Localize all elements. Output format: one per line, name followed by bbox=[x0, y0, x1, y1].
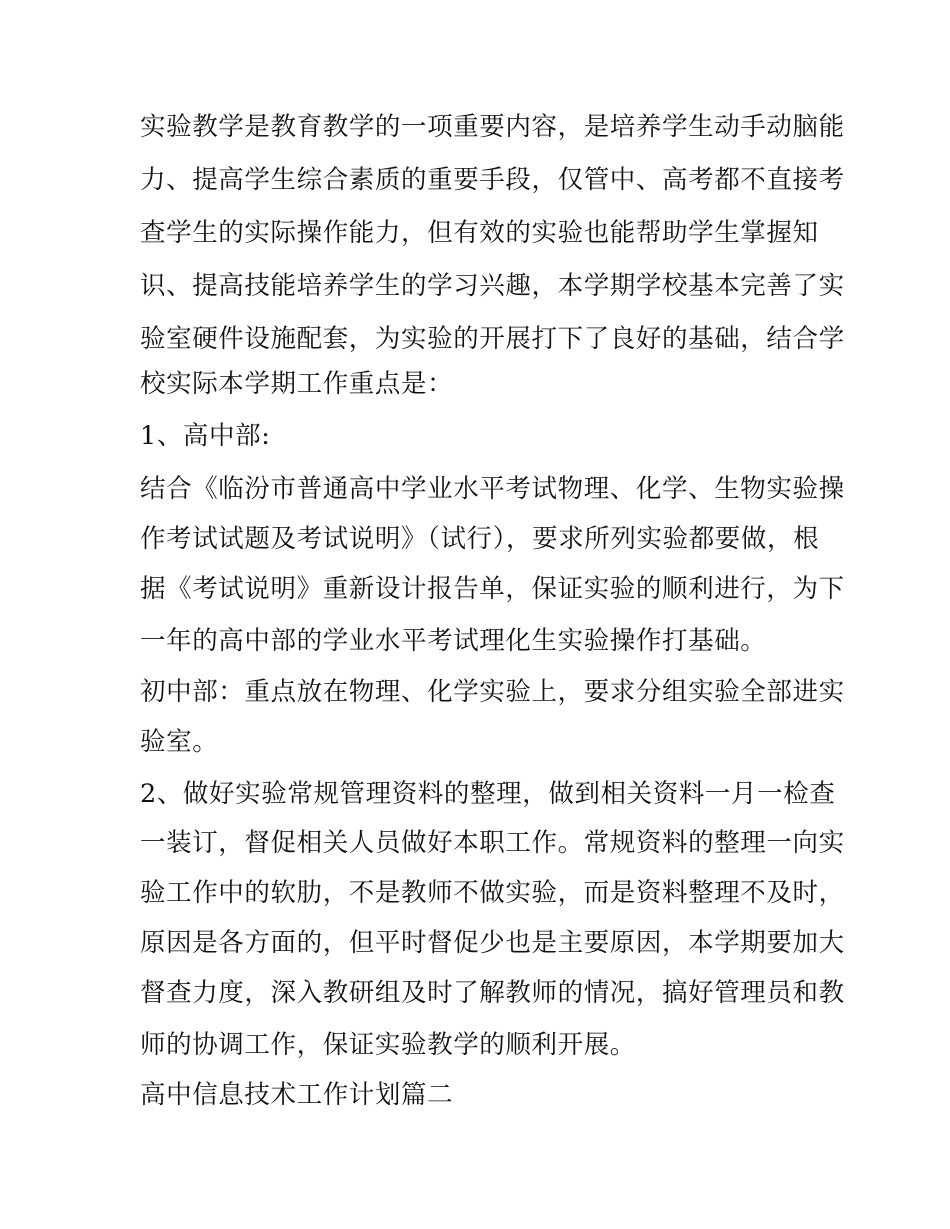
paragraph-line: 作考试试题及考试说明》（试行），要求所列实验都要做，根 bbox=[140, 524, 820, 554]
paragraph-line: 实验教学是教育教学的一项重要内容，是培养学生动手动脑能 bbox=[140, 112, 845, 142]
paragraph-line: 督查力度，深入教研组及时了解教师的情况，搞好管理员和教 bbox=[140, 978, 845, 1008]
paragraph-line: 据《考试说明》重新设计报告单，保证实验的顺利进行，为下 bbox=[140, 574, 845, 604]
paragraph-line: 2、做好实验常规管理资料的整理，做到相关资料一月一检查 bbox=[140, 779, 836, 809]
paragraph-line: 一年的高中部的学业水平考试理化生实验操作打基础。 bbox=[140, 626, 767, 656]
paragraph-line: 识、提高技能培养学生的学习兴趣，本学期学校基本完善了实 bbox=[140, 271, 845, 301]
paragraph-line: 查学生的实际操作能力，但有效的实验也能帮助学生掌握知 bbox=[140, 218, 819, 248]
paragraph-line: 结合《临汾市普通高中学业水平考试物理、化学、生物实验操 bbox=[140, 474, 845, 504]
section-heading: 1、高中部: bbox=[140, 421, 271, 451]
paragraph-line: 初中部：重点放在物理、化学实验上，要求分组实验全部进实 bbox=[140, 677, 845, 707]
paragraph-line: 原因是各方面的，但平时督促少也是主要原因，本学期要加大 bbox=[140, 928, 845, 958]
paragraph-line: 力、提高学生综合素质的重要手段，仅管中、高考都不直接考 bbox=[140, 165, 845, 195]
paragraph-line: 师的协调工作，保证实验教学的顺利开展。 bbox=[140, 1030, 636, 1060]
paragraph-line: 校实际本学期工作重点是： bbox=[140, 369, 454, 399]
paragraph-line: 验室硬件设施配套，为实验的开展打下了良好的基础，结合学 bbox=[140, 324, 845, 354]
paragraph-line: 验室。 bbox=[140, 727, 219, 757]
paragraph-line: 验工作中的软肋，不是教师不做实验，而是资料整理不及时， bbox=[140, 878, 845, 908]
paragraph-line: 一装订，督促相关人员做好本职工作。常规资料的整理一向实 bbox=[140, 828, 845, 858]
section-title: 高中信息技术工作计划篇二 bbox=[140, 1080, 454, 1110]
